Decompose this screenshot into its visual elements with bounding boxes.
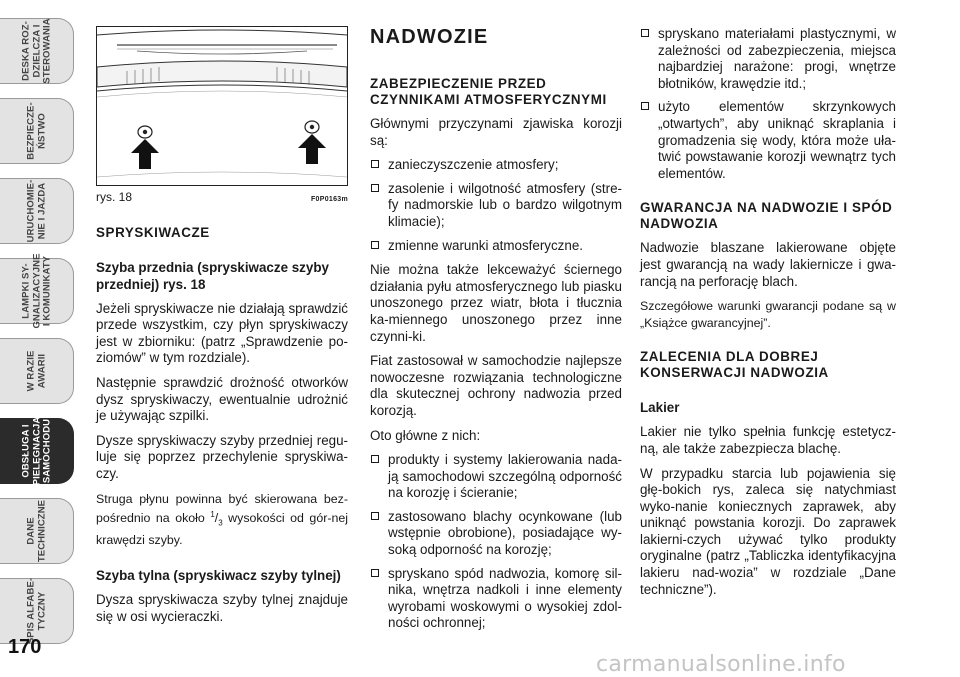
paragraph: Struga płynu powinna być skierowana bez-pośrednio na około $^1/_3$ wysokości od gór-nej krawędzi szyby. xyxy=(96,491,348,548)
checkbox-bullet-icon xyxy=(371,241,379,249)
subheading-lakier: Lakier xyxy=(640,400,680,416)
list-item: zastosowano blachy ocynkowane (lub wstępnie obrobione), posiadające wy-soką odporność na korozję; xyxy=(370,509,622,559)
page-number: 170 xyxy=(8,636,42,658)
list-item: użyto elementów skrzynkowych „otwartych”, aby uniknąć skraplania i gromadzenia się wody, która może uła-twić powstawanie korozji wewnątrz tych elementów. xyxy=(640,99,896,182)
paragraph: Jeżeli spryskiwacze nie działają sprawdzić przede wszystkim, czy płyn spryskiwaczy jest w zbiorniku: (patrz „Sprawdzenie po-ziomów” w tym rozdziale). xyxy=(96,300,348,366)
checkbox-bullet-icon xyxy=(371,455,379,463)
watermark: carmanualsonline.info xyxy=(596,652,846,677)
arrow-up-icon xyxy=(298,134,326,164)
list-item: zasolenie i wilgotność atmosfery (stre-fy nadmorskie lub o bardzo wilgotnym klimacie); xyxy=(370,181,622,231)
column-2 xyxy=(370,26,622,640)
paragraph: W przypadku starcia lub pojawienia się głę-bokich rys, zaleca się natychmiast wyko-nanie koniecznych zaprawek, aby uniknąć powstania korozji. Do zaprawek lakierni-czych używać tylko produkty oryginalne (patrz „Tabliczka identyfikacyjna lakieru nad-wozia” w rozdziale „Dane techniczne”). xyxy=(640,465,896,597)
paragraph: Lakier nie tylko spełnia funkcję estetycz-ną, ale także zabezpiecza blachę. xyxy=(640,424,896,456)
figure-label: rys. 18 xyxy=(96,190,133,204)
chapter-tabs xyxy=(0,18,76,645)
tab-bezpieczenstwo[interactable]: BEZPIECZE- ŃSTWO xyxy=(0,98,74,164)
paragraph: Szczegółowe warunki gwarancji podane są w „Książce gwarancyjnej”. xyxy=(640,299,896,330)
checkbox-bullet-icon xyxy=(641,29,649,37)
measures-list xyxy=(370,452,622,632)
list-item: zanieczyszczenie atmosfery; xyxy=(370,157,622,174)
tab-deska-rozdzielcza[interactable]: DESKA ROZ- DZIELCZA I STEROWANIA xyxy=(0,18,74,84)
paragraph: Następnie sprawdzić drożność otworków dysz spryskiwaczy, ewentualnie udrożnić je używając szpilki. xyxy=(96,374,348,424)
list-item: spryskano spód nadwozia, komorę sil-nika, wnętrza nadkoli i inne elementy wyrobami woskowymi o wysokiej zdol-ności ochronnej; xyxy=(370,566,622,632)
paragraph: Dysze spryskiwaczy szyby przedniej regu-luje się poprzez przechylenie spryskiwa-czy. xyxy=(96,432,348,481)
checkbox-bullet-icon xyxy=(371,160,379,168)
subheading-maintenance: ZALECENIA DLA DOBREJ KONSERWACJI NADWOZIA xyxy=(640,349,829,381)
nozzle-right xyxy=(305,121,319,133)
tab-obsluga-i-pielegnacja[interactable]: OBSŁUGA I PIELĘGNACJA SAMOCHODU xyxy=(0,418,74,484)
paragraph: Dysza spryskiwacza szyby tylnej znajduje się w osi wycieraczki. xyxy=(96,591,348,624)
figure-code: F0P0163m xyxy=(310,196,348,203)
list-item: zmienne warunki atmosferyczne. xyxy=(370,238,622,255)
tab-spis-alfabetyczny[interactable]: SPIS ALFABE- TYCZNY xyxy=(0,578,74,644)
column-3 xyxy=(640,26,896,606)
figure-windshield-washers xyxy=(96,26,348,186)
arrow-up-icon xyxy=(131,139,159,169)
subheading-atmospheric-protection: ZABEZPIECZENIE PRZED CZYNNIKAMI ATMOSFERYCZNYMI xyxy=(370,76,607,107)
checkbox-bullet-icon xyxy=(371,184,379,192)
causes-list xyxy=(370,157,622,254)
checkbox-bullet-icon xyxy=(371,512,379,520)
tab-dane-techniczne[interactable]: DANE TECHNICZNE xyxy=(0,498,74,564)
paragraph: Nie można także lekceważyć ściernego działania pyłu atmosferycznego lub piasku unoszonego przez wiatr, błota i tłucznia ka-miennego unoszonego przez inne czynni-ki. xyxy=(370,262,622,344)
measures-list-continued xyxy=(640,26,896,182)
subheading-warranty: GWARANCJA NA NADWOZIE I SPÓD NADWOZIA xyxy=(640,200,893,232)
checkbox-bullet-icon xyxy=(371,569,379,577)
list-item: spryskano materiałami plastycznymi, w zależności od zabezpieczenia, miejsca najbardziej narażone: progi, wnętrze błotników, krawędzie itd.; xyxy=(640,26,896,92)
tab-uruchomienie-i-jazda[interactable]: URUCHOMIE- NIE I JAZDA xyxy=(0,178,74,244)
tab-lampki-sygnalizacyjne[interactable]: LAMPKI SY- GNALIZACYJNE I KOMUNIKATY xyxy=(0,258,74,324)
tab-w-razie-awarii[interactable]: W RAZIE AWARII xyxy=(0,338,74,404)
list-item: produkty i systemy lakierowania nada-ją samochodowi szczególną odporność na korozję i ścieranie; xyxy=(370,452,622,502)
subheading-front-washers: Szyba przednia (spryskiwacze szyby przedniej) rys. 18 xyxy=(96,259,329,292)
paragraph: Głównymi przyczynami zjawiska korozji są: xyxy=(370,116,622,148)
windshield-washer-illustration xyxy=(97,27,347,185)
column-1 xyxy=(96,26,348,633)
paragraph: Nadwozie blaszane lakierowane objęte jest gwarancją na wady lakiernicze i gwa-rancją na perforację blach. xyxy=(640,240,896,289)
checkbox-bullet-icon xyxy=(641,102,649,110)
nozzle-left xyxy=(138,126,152,138)
paragraph: Fiat zastosował w samochodzie najlepsze nowoczesne rozwiązania technologiczne dla skutecznej ochrony nadwozia przed korozją. xyxy=(370,353,622,418)
paragraph: Oto główne z nich: xyxy=(370,427,481,443)
subheading-rear-washer: Szyba tylna (spryskiwacz szyby tylnej) xyxy=(96,567,341,583)
chapter-title: NADWOZIE xyxy=(370,26,489,48)
section-heading-spryskiwacze: SPRYSKIWACZE xyxy=(96,224,210,240)
